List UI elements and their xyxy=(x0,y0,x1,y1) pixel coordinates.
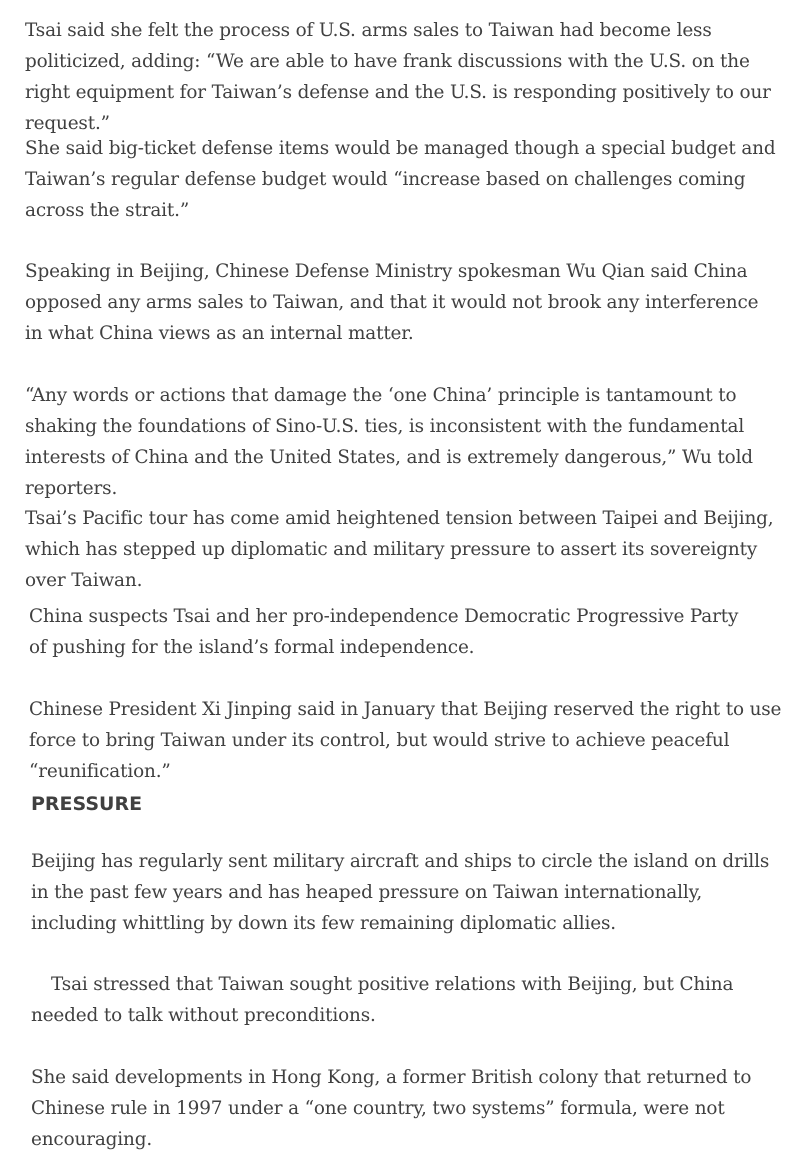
article-paragraph: China suspects Tsai and her pro-independence Democratic Progressive Party of pushing for the island’s formal independence. xyxy=(29,606,739,658)
article-paragraph: Tsai stressed that Taiwan sought positive relations with Beijing, but China needed to talk without preconditions. xyxy=(31,974,734,1026)
article-paragraph: “Any words or actions that damage the ‘one China’ principle is tantamount to shaking the foundations of Sino-U.S. ties, is inconsistent with the fundamental interests of China and the United States, and is extremely dangerous,” Wu told reporters. xyxy=(25,385,753,499)
article-paragraph: Tsai’s Pacific tour has come amid heightened tension between Taipei and Beijing, which has stepped up diplomatic and military pressure to assert its sovereignty over Taiwan. xyxy=(25,508,774,591)
article-paragraph: Beijing has regularly sent military aircraft and ships to circle the island on drills in the past few years and has heaped pressure on Taiwan internationally, including whittling by down its few remaining diplomatic allies. xyxy=(31,851,770,934)
section-heading: PRESSURE xyxy=(31,793,143,815)
article-paragraph: She said big-ticket defense items would be managed though a special budget and Taiwan’s regular defense budget would “increase based on challenges coming across the strait.” xyxy=(25,138,776,221)
article-paragraph: She said developments in Hong Kong, a former British colony that returned to Chinese rule in 1997 under a “one country, two systems” formula, were not encouraging. xyxy=(31,1067,752,1150)
article-paragraph: Speaking in Beijing, Chinese Defense Ministry spokesman Wu Qian said China opposed any arms sales to Taiwan, and that it would not brook any interference in what China views as an internal matter. xyxy=(25,261,759,344)
article-paragraph: Tsai said she felt the process of U.S. arms sales to Taiwan had become less politicized, adding: “We are able to have frank discussions with the U.S. on the right equipment for Taiwan’s defense and the U.S. is responding positively to our request.” xyxy=(25,20,771,134)
article-paragraph: Chinese President Xi Jinping said in January that Beijing reserved the right to use force to bring Taiwan under its control, but would strive to achieve peaceful “reunification.” xyxy=(29,699,782,782)
